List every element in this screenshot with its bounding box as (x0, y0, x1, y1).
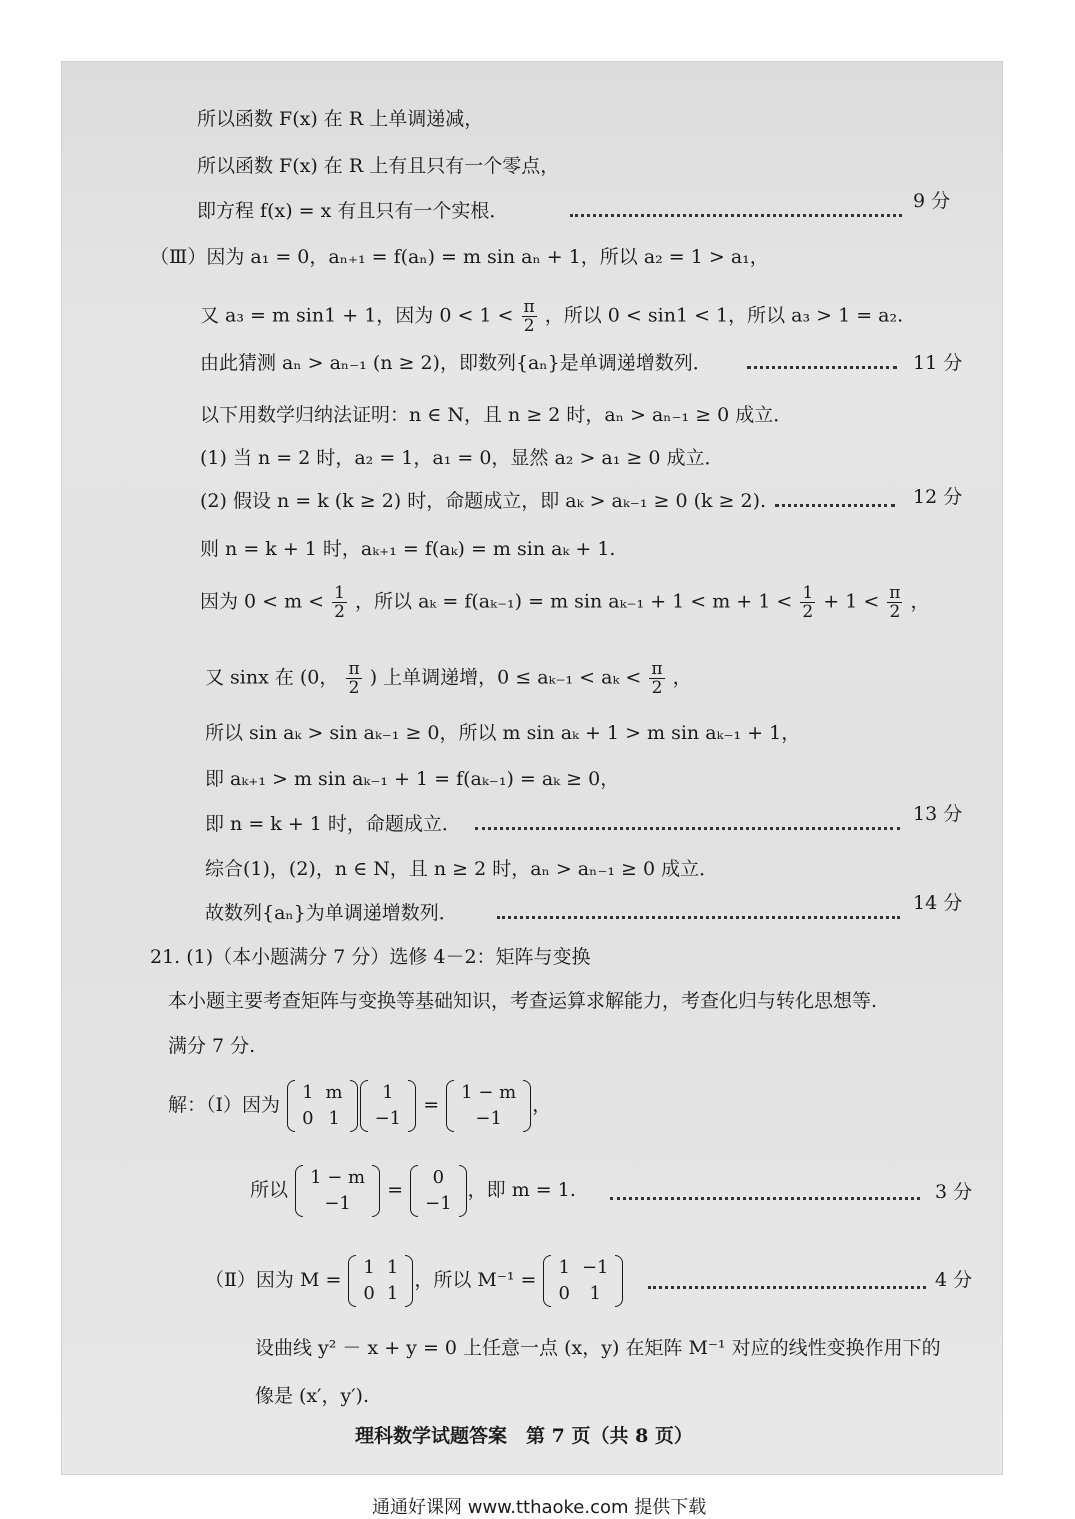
matrix-cell: −1 (425, 1193, 452, 1214)
matrix (348, 1255, 413, 1307)
matrix (287, 1080, 358, 1132)
text-line (205, 1255, 624, 1307)
denominator: 2 (334, 602, 345, 622)
dot-leader (497, 916, 900, 919)
matrix-cell: 1 − m (461, 1082, 517, 1103)
text-segment: ， (910, 590, 930, 613)
matrix-cell: 1 (302, 1082, 314, 1103)
text-line: 本小题主要考查矩阵与变换等基础知识，考查运算求解能力，考查化归与转化思想等. (168, 990, 878, 1012)
text-line: 满分 7 分. (168, 1035, 256, 1057)
fraction (522, 298, 537, 335)
vector (295, 1165, 380, 1217)
score-label: 11 分 (913, 352, 963, 374)
text-line: 以下用数学归纳法证明：n ∈ N，且 n ≥ 2 时，aₙ > aₙ₋₁ ≥ 0 成立． (200, 404, 793, 426)
text-segment: 又 a₃ = m sin1 + 1，因为 0 < 1 < (200, 304, 514, 327)
text-line: 设曲线 y² － x + y = 0 上任意一点 (x，y) 在矩阵 M⁻¹ 对应的线性变换作用下的 (255, 1337, 941, 1359)
matrix-cell: 1 (386, 1257, 399, 1278)
matrix-cell: 1 − m (310, 1167, 366, 1188)
matrix-cell: 1 (382, 1082, 394, 1103)
matrix-cell: 0 (558, 1283, 570, 1304)
text-segment: （Ⅱ）因为 M = (205, 1269, 342, 1291)
text-line: 即 aₖ₊₁ > m sin aₖ₋₁ + 1 = f(aₖ₋₁) = aₖ ≥ 0， (205, 768, 620, 790)
numerator: π (523, 297, 535, 317)
numerator: 1 (334, 583, 345, 603)
denominator: 2 (651, 678, 663, 698)
text-segment: ， (672, 666, 692, 689)
dot-leader (475, 827, 900, 830)
text-line (200, 298, 903, 335)
dot-leader (747, 366, 897, 369)
site-footer: 通通好课网 www.tthaoke.com 提供下载 (372, 1497, 707, 1518)
matrix-cell: −1 (475, 1108, 502, 1129)
score-label: 12 分 (913, 486, 963, 508)
score-label: 9 分 (913, 190, 951, 212)
text-line: （Ⅲ）因为 a₁ = 0，aₙ₊₁ = f(aₙ) = m sin aₙ + 1，所以 a₂ = 1 > a₁， (150, 246, 769, 268)
page-number-footer: 理科数学试题答案 第 7 页（共 8 页） (355, 1425, 693, 1447)
text-line: 解：（Ⅰ）因为 1 m 0 1 1 −1 = 1 − m −1 ， (168, 1080, 551, 1132)
matrix (543, 1255, 623, 1307)
matrix-cell: 0 (302, 1108, 314, 1129)
text-segment: ) 上单调递增，0 ≤ aₖ₋₁ < aₖ < (369, 666, 642, 689)
fraction (649, 660, 664, 697)
text-line: (1) 当 n = 2 时，a₂ = 1，a₁ = 0，显然 a₂ > a₁ ≥ 0 成立． (200, 447, 724, 469)
vector (446, 1080, 531, 1132)
matrix-cell: m (325, 1082, 343, 1103)
text-segment: + 1 < (823, 590, 880, 613)
dot-leader (775, 504, 895, 507)
text-line: 所以 sin aₖ > sin aₖ₋₁ ≥ 0，所以 m sin aₖ + 1 > m sin aₖ₋₁ + 1， (205, 722, 801, 744)
text-segment: 所以 (250, 1179, 289, 1201)
score-label: 14 分 (913, 892, 963, 914)
matrix-cell: 1 (589, 1283, 601, 1304)
vector (360, 1080, 417, 1132)
matrix-cell: −1 (374, 1108, 402, 1129)
matrix-cell: −1 (324, 1193, 351, 1214)
score-label: 13 分 (913, 803, 963, 825)
matrix-cell: −1 (581, 1257, 609, 1278)
section-heading: 21. (1)（本小题满分 7 分）选修 4－2：矩阵与变换 (150, 946, 591, 968)
text-line (200, 584, 930, 621)
text-line: 像是 (x′，y′). (255, 1385, 369, 1407)
text-line: 则 n = k + 1 时，aₖ₊₁ = f(aₖ) = m sin aₖ + 1. (200, 538, 616, 560)
text-line: 所以函数 F(x) 在 R 上单调递减， (197, 108, 484, 130)
text-segment: 解：（Ⅰ）因为 (168, 1094, 281, 1116)
text-segment: 又 sinx 在 (0， (205, 666, 339, 689)
text-line: 所以函数 F(x) 在 R 上有且只有一个零点， (197, 155, 560, 177)
matrix-cell: 0 (432, 1167, 445, 1188)
text-segment: ，所以 0 < sin1 < 1，所以 a₃ > 1 = a₂. (544, 304, 904, 327)
matrix-cell: 1 (328, 1108, 340, 1129)
dot-leader (610, 1197, 920, 1200)
text-segment: ，即 m = 1. (467, 1179, 576, 1201)
text-line: 故数列{aₙ}为单调递增数列． (205, 902, 458, 924)
numerator: π (889, 583, 901, 603)
numerator: π (651, 659, 663, 679)
denominator: 2 (348, 678, 360, 698)
text-line: 由此猜测 aₙ > aₙ₋₁ (n ≥ 2)，即数列{aₙ}是单调递增数列． (200, 352, 712, 374)
text-segment: ，所以 M⁻¹ = (414, 1269, 537, 1291)
matrix-cell: 1 (558, 1257, 570, 1278)
matrix-cell: 1 (363, 1257, 375, 1278)
text-segment: ， (532, 1094, 552, 1116)
text-line: 即方程 f(x) = x 有且只有一个实根． (197, 200, 509, 222)
denominator: 2 (523, 316, 535, 336)
matrix-cell: 1 (386, 1283, 399, 1304)
text-line: 即 n = k + 1 时，命题成立． (205, 813, 461, 835)
fraction (346, 660, 361, 697)
text-line: 综合(1)，(2)，n ∈ N，且 n ≥ 2 时，aₙ > aₙ₋₁ ≥ 0 成立． (205, 858, 719, 880)
text-line: (2) 假设 n = k (k ≥ 2) 时，命题成立，即 aₖ > aₖ₋₁ ≥ 0 (k ≥ 2). (200, 490, 767, 512)
denominator: 2 (889, 602, 901, 622)
numerator: 1 (802, 583, 814, 603)
dot-leader (570, 214, 902, 217)
score-label: 4 分 (935, 1269, 973, 1291)
fraction (887, 584, 902, 621)
fraction (332, 584, 347, 621)
dot-leader (648, 1286, 926, 1289)
numerator: π (348, 659, 360, 679)
text-segment: 因为 0 < m < (200, 590, 325, 613)
text-line (205, 660, 692, 697)
vector (410, 1165, 467, 1217)
text-segment: ，所以 aₖ = f(aₖ₋₁) = m sin aₖ₋₁ + 1 < m + 1 < (355, 590, 793, 613)
fraction (800, 584, 815, 621)
denominator: 2 (802, 602, 814, 622)
text-line: 所以 1 − m −1 = 0 −1 ，即 m = 1. (250, 1165, 576, 1217)
matrix-cell: 0 (363, 1283, 375, 1304)
score-label: 3 分 (935, 1181, 973, 1203)
